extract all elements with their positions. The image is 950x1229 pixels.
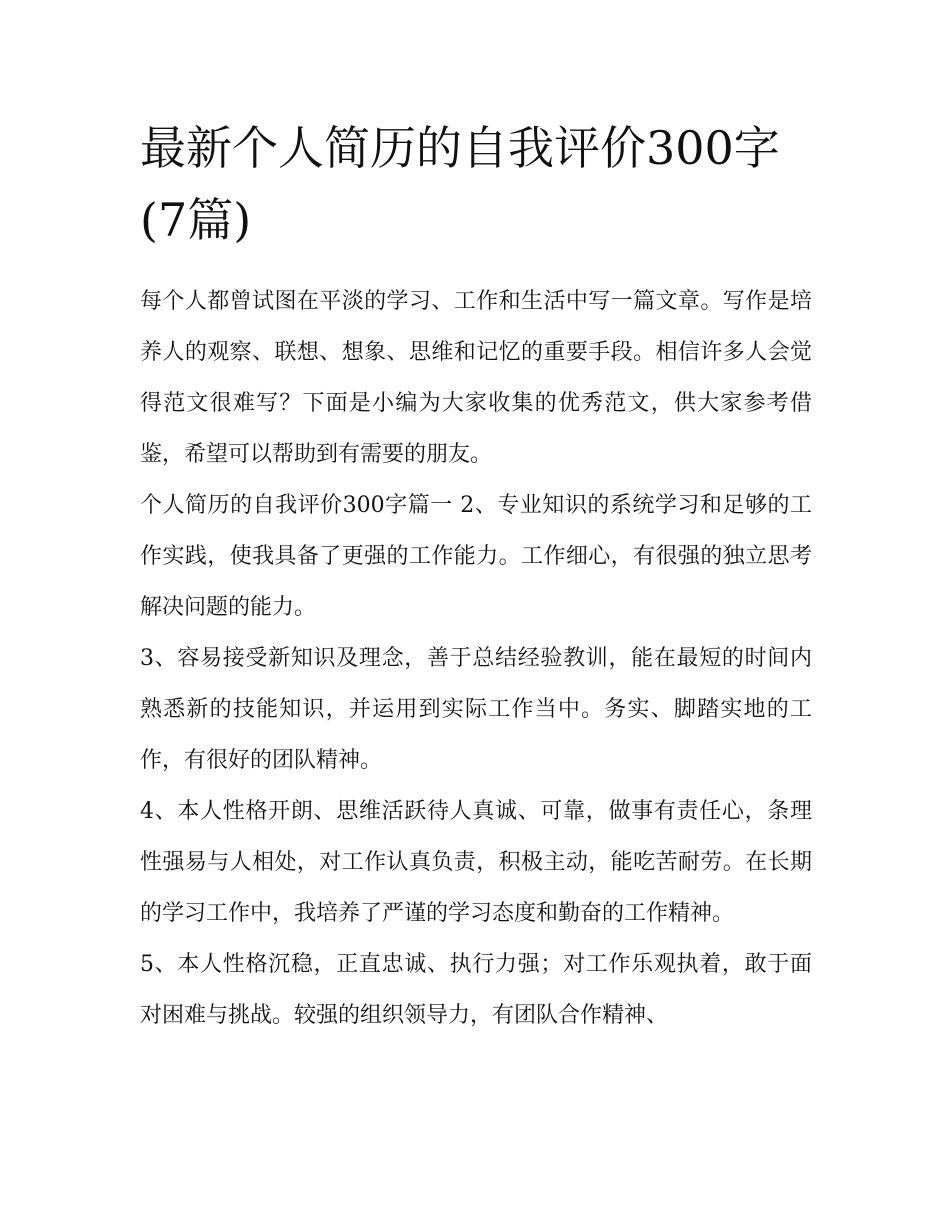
paragraph-item-2: 个人简历的自我评价300字篇一 2、专业知识的系统学习和足够的工作实践，使我具备了更强的工作能力。工作细心，有很强的独立思考解决问题的能力。 bbox=[140, 493, 812, 620]
paragraph-item-4: 4、本人性格开朗、思维活跃待人真诚、可靠，做事有责任心，条理性强易与人相处，对工作认真负责，积极主动，能吃苦耐劳。在长期的学习工作中，我培养了严谨的学习态度和勤奋的工作精神。 bbox=[140, 799, 812, 926]
paragraph-intro: 每个人都曾试图在平淡的学习、工作和生活中写一篇文章。写作是培养人的观察、联想、想象、思维和记忆的重要手段。相信许多人会觉得范文很难写？下面是小编为大家收集的优秀范文，供大家参考借鉴，希望可以帮助到有需要的朋友。 bbox=[140, 289, 812, 467]
paragraph-item-5: 5、本人性格沉稳，正直忠诚、执行力强；对工作乐观执着，敢于面对困难与挑战。较强的组织领导力，有团队合作精神、 bbox=[140, 952, 812, 1028]
paragraph-item-3: 3、容易接受新知识及理念，善于总结经验教训，能在最短的时间内熟悉新的技能知识，并运用到实际工作当中。务实、脚踏实地的工作，有很好的团队精神。 bbox=[140, 646, 812, 773]
document-title: 最新个人简历的自我评价300字(7篇) bbox=[140, 121, 780, 247]
document-body bbox=[140, 276, 812, 1041]
